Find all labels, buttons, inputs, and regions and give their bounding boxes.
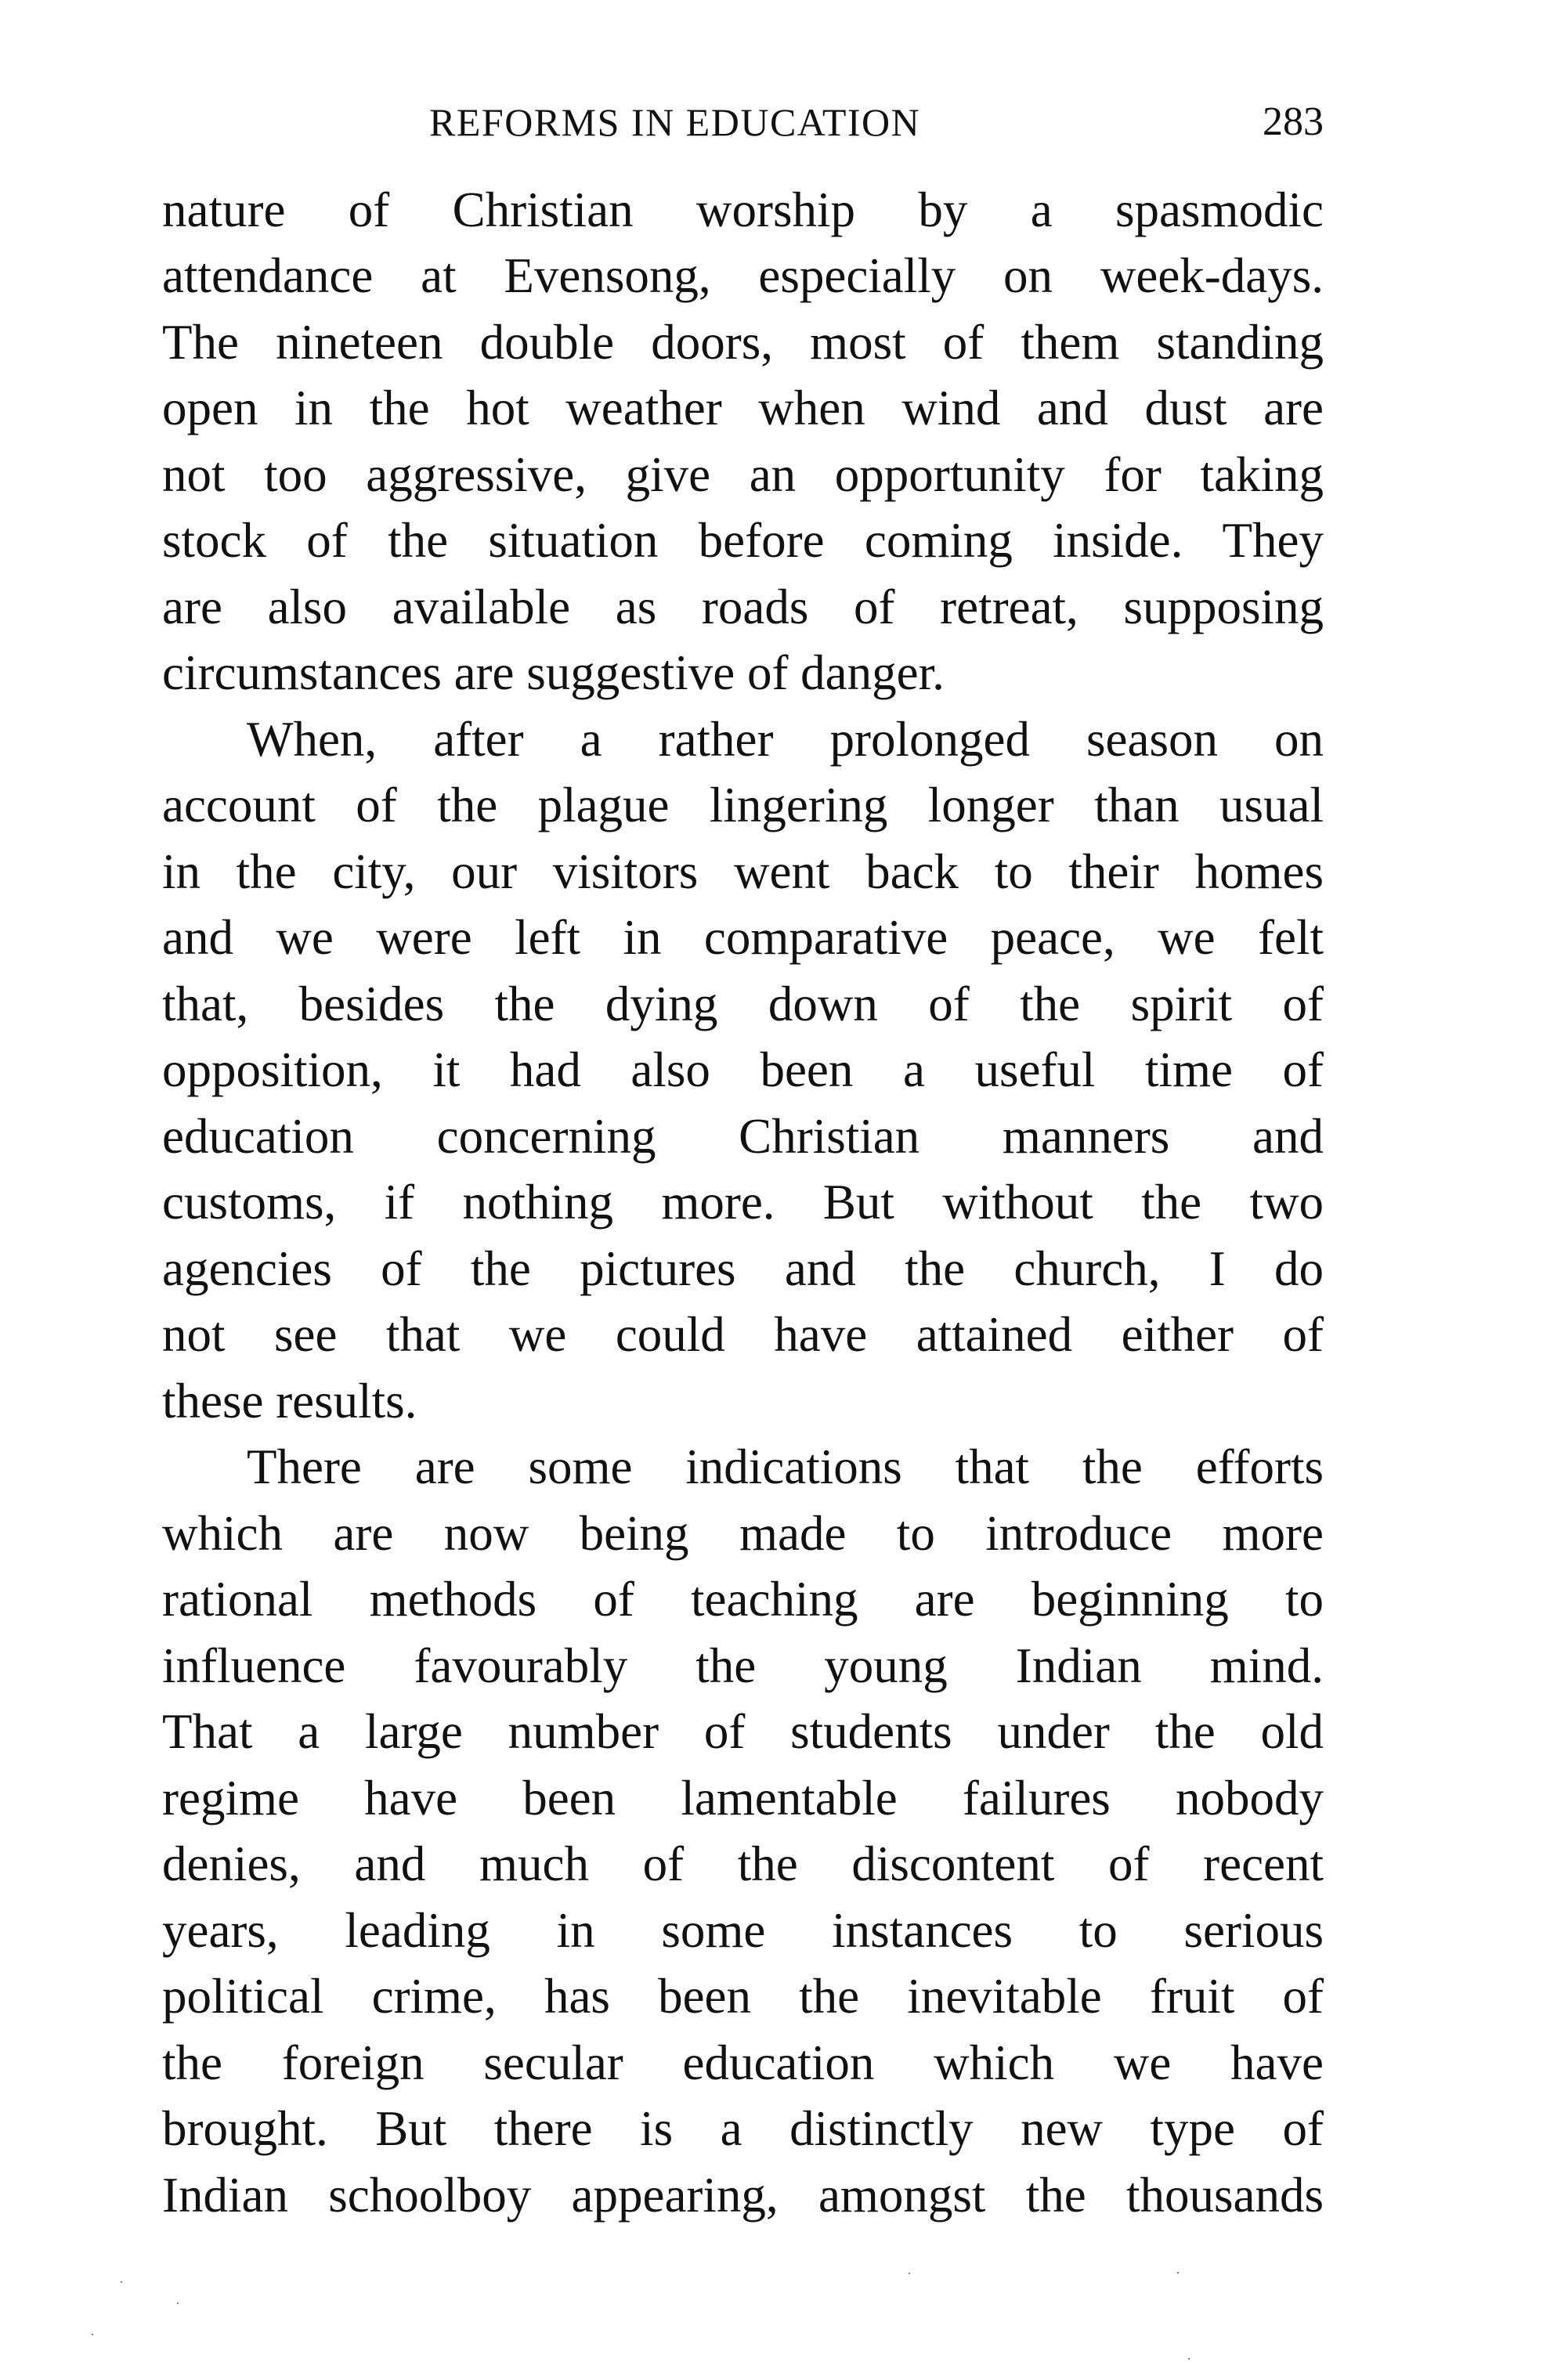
text-line: which are now being made to introduce more <box>162 1506 1324 1561</box>
page-number: 283 <box>1263 99 1324 144</box>
text-line: circumstances are suggestive of danger. <box>162 645 945 700</box>
scan-speck <box>92 2334 93 2335</box>
text-line: brought. But there is a distinctly new type of <box>162 2101 1324 2156</box>
text-line: agencies of the pictures and the church, I do <box>162 1241 1324 1296</box>
text-line: years, leading in some instances to serious <box>162 1903 1324 1958</box>
scan-speck <box>909 2273 910 2274</box>
text-line: opposition, it had also been a useful time of <box>162 1042 1324 1097</box>
text-line: open in the hot weather when wind and dust are <box>162 381 1324 435</box>
text-line: Indian schoolboy appearing, amongst the thousands <box>162 2168 1324 2223</box>
scan-speck <box>121 2281 122 2283</box>
scan-speck <box>1188 2358 1190 2360</box>
text-line: stock of the situation before coming inside. They <box>162 513 1324 568</box>
text-line: education concerning Christian manners and <box>162 1109 1324 1164</box>
scan-speck <box>1177 2272 1179 2273</box>
scan-speck <box>177 2302 179 2304</box>
running-head <box>162 97 1324 147</box>
text-line: in the city, our visitors went back to their homes <box>162 844 1324 899</box>
text-line: that, besides the dying down of the spirit of <box>162 977 1324 1031</box>
text-line: these results. <box>162 1374 417 1428</box>
text-line: account of the plague lingering longer than usual <box>162 778 1324 832</box>
text-line: When, after a rather prolonged season on <box>247 712 1324 767</box>
text-line: not see that we could have attained either of <box>162 1307 1324 1362</box>
text-line: denies, and much of the discontent of recent <box>162 1836 1324 1891</box>
text-line: are also available as roads of retreat, supposing <box>162 580 1324 634</box>
text-line: customs, if nothing more. But without the two <box>162 1175 1324 1230</box>
text-line: not too aggressive, give an opportunity for taking <box>162 447 1324 502</box>
text-line: The nineteen double doors, most of them standing <box>162 315 1324 370</box>
text-line: attendance at Evensong, especially on week-days. <box>162 248 1324 303</box>
text-line: rational methods of teaching are beginning to <box>162 1572 1324 1627</box>
text-line: influence favourably the young Indian mind. <box>162 1638 1324 1693</box>
text-line: nature of Christian worship by a spasmodic <box>162 182 1324 237</box>
text-line: the foreign secular education which we have <box>162 2035 1324 2090</box>
running-title: REFORMS IN EDUCATION <box>429 100 921 144</box>
text-line: regime have been lamentable failures nobody <box>162 1771 1324 1826</box>
text-line: There are some indications that the efforts <box>247 1439 1324 1494</box>
text-line: and we were left in comparative peace, we felt <box>162 910 1324 965</box>
text-line: political crime, has been the inevitable fruit of <box>162 1969 1324 2024</box>
text-line: That a large number of students under the old <box>162 1704 1324 1759</box>
